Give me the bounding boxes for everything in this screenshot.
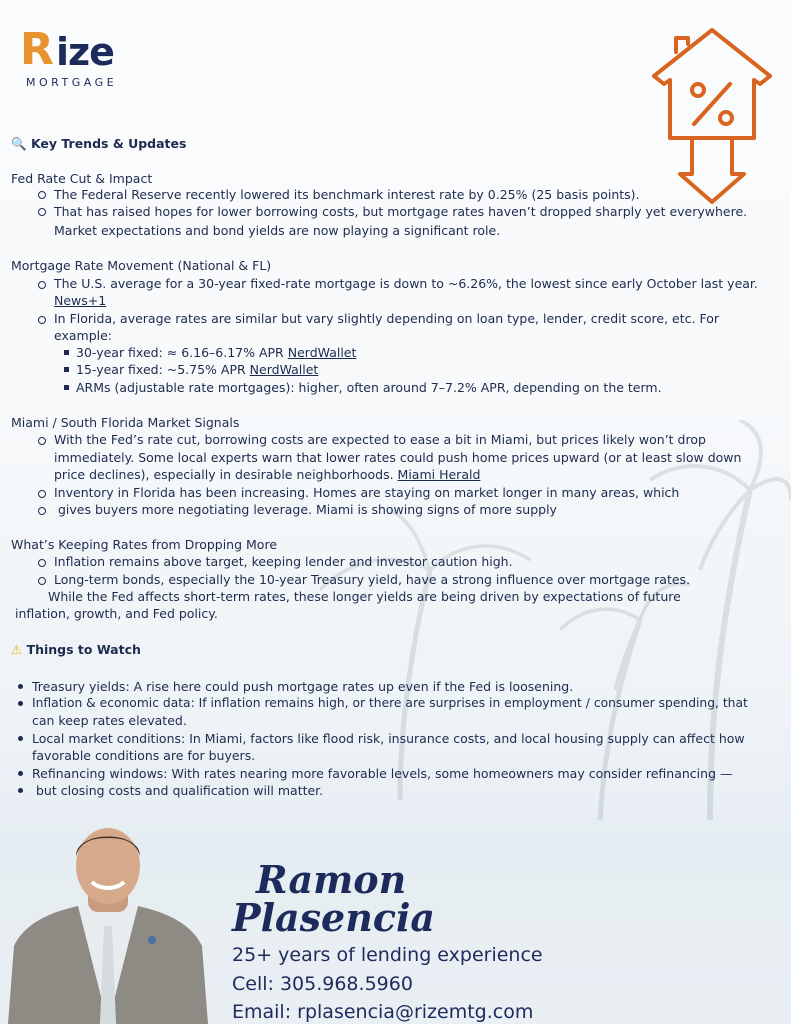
fed-bullet-2: That has raised hopes for lower borrowing costs, but mortgage rates haven’t dropped sharply yet everywhere. [54, 204, 748, 219]
news-link[interactable]: News+1 [54, 293, 107, 308]
bullet-icon [18, 788, 23, 793]
rate-15yr: 15-year fixed: ~5.75% APR NerdWallet [76, 362, 319, 377]
keeping-heading: What’s Keeping Rates from Dropping More [11, 537, 278, 552]
magnifier-icon: 🔍 [11, 136, 27, 151]
miami-bullet-1-cont2: price declines), especially in desirable neighborhoods. Miami Herald [54, 467, 481, 482]
mortgage-bullet-1: The U.S. average for a 30-year fixed-rate mortgage is down to ~6.26%, the lowest since early October last year. [54, 276, 758, 291]
square-bullet-icon [64, 350, 69, 355]
bullet-icon [18, 736, 23, 741]
key-trends-heading [11, 136, 186, 152]
bullet-icon [18, 771, 23, 776]
things-to-watch-title: Things to Watch [26, 642, 141, 657]
keeping-paragraph-2: inflation, growth, and Fed policy. [15, 606, 218, 621]
bullet-icon [38, 437, 46, 445]
palm-tree-background-2 [260, 500, 540, 800]
nerdwallet-link-1[interactable]: NerdWallet [287, 345, 357, 360]
keeping-paragraph-1: While the Fed affects short-term rates, these longer yields are being driven by expectations of future [48, 589, 681, 604]
agent-first-name: Ramon [256, 857, 407, 902]
bullet-icon [38, 577, 46, 585]
things-to-watch-heading [11, 642, 141, 657]
watch-bullet-3-cont: favorable conditions are for buyers. [32, 748, 256, 763]
logo-text: ize [56, 30, 114, 74]
keeping-bullet-2: Long-term bonds, especially the 10-year Treasury yield, have a strong influence over mortgage rates. [54, 572, 691, 587]
bullet-icon [18, 701, 23, 706]
bullet-icon [38, 559, 46, 567]
bullet-icon [38, 316, 46, 324]
watch-bullet-2-cont: can keep rates elevated. [32, 713, 187, 728]
watch-bullet-3: Local market conditions: In Miami, factors like flood risk, insurance costs, and local housing supply can affect how [32, 731, 745, 746]
logo-subtitle: MORTGAGE [26, 76, 118, 89]
miami-bullet-2: Inventory in Florida has been increasing. Homes are staying on market longer in many areas, which [54, 485, 680, 500]
square-bullet-icon [64, 385, 69, 390]
bullet-icon [18, 684, 23, 689]
watch-bullet-1: Treasury yields: A rise here could push mortgage rates up even if the Fed is loosening. [32, 679, 574, 694]
rate-30yr: 30-year fixed: ≈ 6.16–6.17% APR NerdWallet [76, 345, 357, 360]
mortgage-bullet-2: In Florida, average rates are similar but vary slightly depending on loan type, lender, credit score, etc. For [54, 311, 719, 326]
miami-bullet-1: With the Fed’s rate cut, borrowing costs are expected to ease a bit in Miami, but prices likely won’t drop [54, 432, 706, 447]
watch-bullet-4: Refinancing windows: With rates nearing more favorable levels, some homeowners may consider refinancing — [32, 766, 733, 781]
bullet-icon [38, 281, 46, 289]
fed-bullet-1: The Federal Reserve recently lowered its benchmark interest rate by 0.25% (25 basis points). [54, 187, 640, 202]
mortgage-bullet-2-cont: example: [54, 328, 113, 343]
agent-cell: Cell: 305.968.5960 [232, 973, 413, 995]
miami-herald-link[interactable]: Miami Herald [397, 467, 481, 482]
agent-last-name: Plasencia [232, 895, 436, 940]
warning-icon: ⚠ [11, 642, 23, 657]
square-bullet-icon [64, 367, 69, 372]
logo-letter: R [20, 24, 54, 75]
palm-tree-background [560, 420, 791, 820]
fed-bullet-2-cont: Market expectations and bond yields are now playing a significant role. [54, 223, 501, 238]
agent-photo [8, 826, 208, 1024]
bullet-icon [38, 507, 46, 515]
keeping-bullet-1: Inflation remains above target, keeping lender and investor caution high. [54, 554, 513, 569]
watch-bullet-2: Inflation & economic data: If inflation remains high, or there are surprises in employment / consumer spending, that [32, 696, 748, 710]
watch-bullet-5: but closing costs and qualification will matter. [36, 783, 324, 798]
rize-mortgage-logo [20, 24, 140, 92]
miami-bullet-3: gives buyers more negotiating leverage. Miami is showing signs of more supply [58, 502, 557, 517]
agent-email[interactable]: Email: rplasencia@rizemtg.com [232, 1001, 534, 1023]
miami-bullet-1-cont: immediately. Some local experts warn that lower rates could push home prices upward (or at least slow down [54, 450, 742, 465]
miami-heading: Miami / South Florida Market Signals [11, 415, 240, 430]
key-trends-title: Key Trends & Updates [30, 136, 187, 151]
bullet-icon [38, 208, 46, 216]
nerdwallet-link-2[interactable]: NerdWallet [249, 362, 319, 377]
bullet-icon [38, 490, 46, 498]
bullet-icon [38, 191, 46, 199]
mortgage-heading: Mortgage Rate Movement (National & FL) [11, 258, 272, 273]
house-percent-down-icon [650, 26, 774, 206]
rate-arm: ARMs (adjustable rate mortgages): higher, often around 7–7.2% APR, depending on the term. [76, 380, 662, 395]
fed-heading: Fed Rate Cut & Impact [11, 171, 153, 186]
agent-experience: 25+ years of lending experience [232, 944, 543, 966]
